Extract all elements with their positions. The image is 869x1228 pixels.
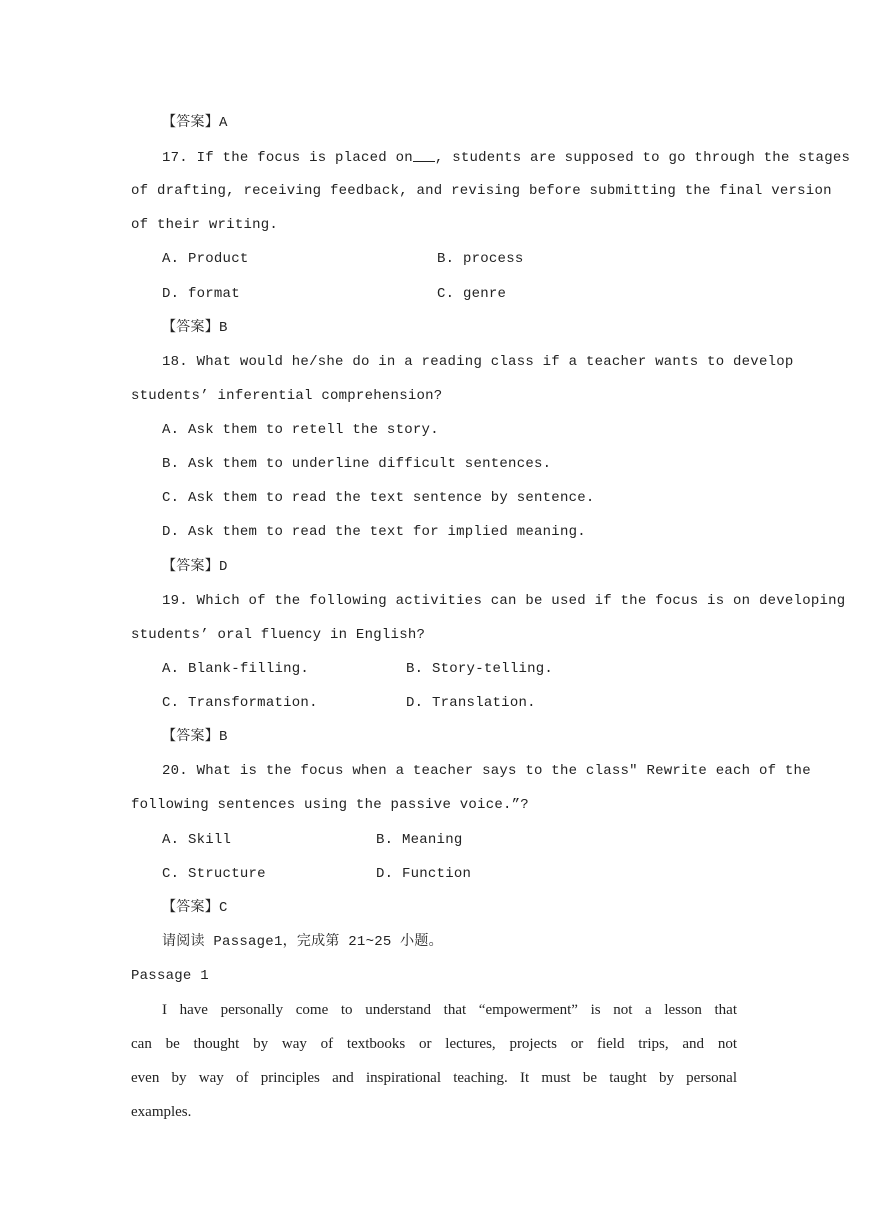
question-18-stem-line2: students’ inferential comprehension? (131, 388, 443, 404)
question-18-stem-line1: 18. What would he/she do in a reading class if a teacher wants to develop (162, 354, 794, 370)
question-19-stem-line1: 19. Which of the following activities can be used if the focus is on developing (162, 593, 846, 609)
answer-q18: 【答案】D (162, 559, 228, 575)
passage-line-4: examples. (131, 1104, 192, 1120)
answer-q20: 【答案】C (162, 900, 228, 916)
option-c: C. Structure (162, 866, 266, 882)
option-d: D. Ask them to read the text for implied meaning. (162, 524, 586, 540)
option-d: D. Translation. (406, 695, 536, 711)
option-c: C. genre (437, 286, 507, 302)
question-20-stem-line2: following sentences using the passive voice.”? (131, 797, 529, 813)
question-17-stem-end: , students are supposed to go through the stages (434, 150, 851, 166)
option-a: A. Product (162, 251, 249, 267)
option-b: B. Ask them to underline difficult sentences. (162, 456, 552, 472)
option-a: A. Blank-filling. (162, 661, 310, 677)
answer-blank (413, 147, 435, 162)
question-17-stem-start: 17. If the focus is placed on (162, 150, 413, 166)
question-17-stem-line1 (162, 147, 850, 168)
question-20-stem-line1: 20. What is the focus when a teacher says to the class″ Rewrite each of the (162, 763, 811, 779)
question-19-stem-line2: students’ oral fluency in English? (131, 627, 426, 643)
answer-q19: 【答案】B (162, 729, 228, 745)
question-17-stem-line3: of their writing. (131, 217, 279, 233)
option-c: C. Transformation. (162, 695, 318, 711)
passage-line-2: can be thought by way of textbooks or lectures, projects or field trips, and not (131, 1036, 737, 1052)
option-b: B. Story-telling. (406, 661, 554, 677)
passage-instruction: 请阅读 Passage1，完成第 21~25 小题。 (162, 934, 443, 950)
option-a: A. Ask them to retell the story. (162, 422, 439, 438)
option-a: A. Skill (162, 832, 232, 848)
answer-q16: 【答案】A (162, 115, 228, 131)
option-c: C. Ask them to read the text sentence by sentence. (162, 490, 595, 506)
passage-title: Passage 1 (131, 968, 209, 984)
question-17-stem-line2: of drafting, receiving feedback, and revising before submitting the final version (131, 183, 832, 199)
passage-line-1: I have personally come to understand that “empowerment” is not a lesson that (162, 1002, 737, 1018)
option-b: B. Meaning (376, 832, 463, 848)
option-d: D. Function (376, 866, 472, 882)
passage-line-3: even by way of principles and inspirational teaching. It must be taught by personal (131, 1070, 737, 1086)
option-b: B. process (437, 251, 524, 267)
answer-q17: 【答案】B (162, 320, 228, 336)
option-d: D. format (162, 286, 240, 302)
